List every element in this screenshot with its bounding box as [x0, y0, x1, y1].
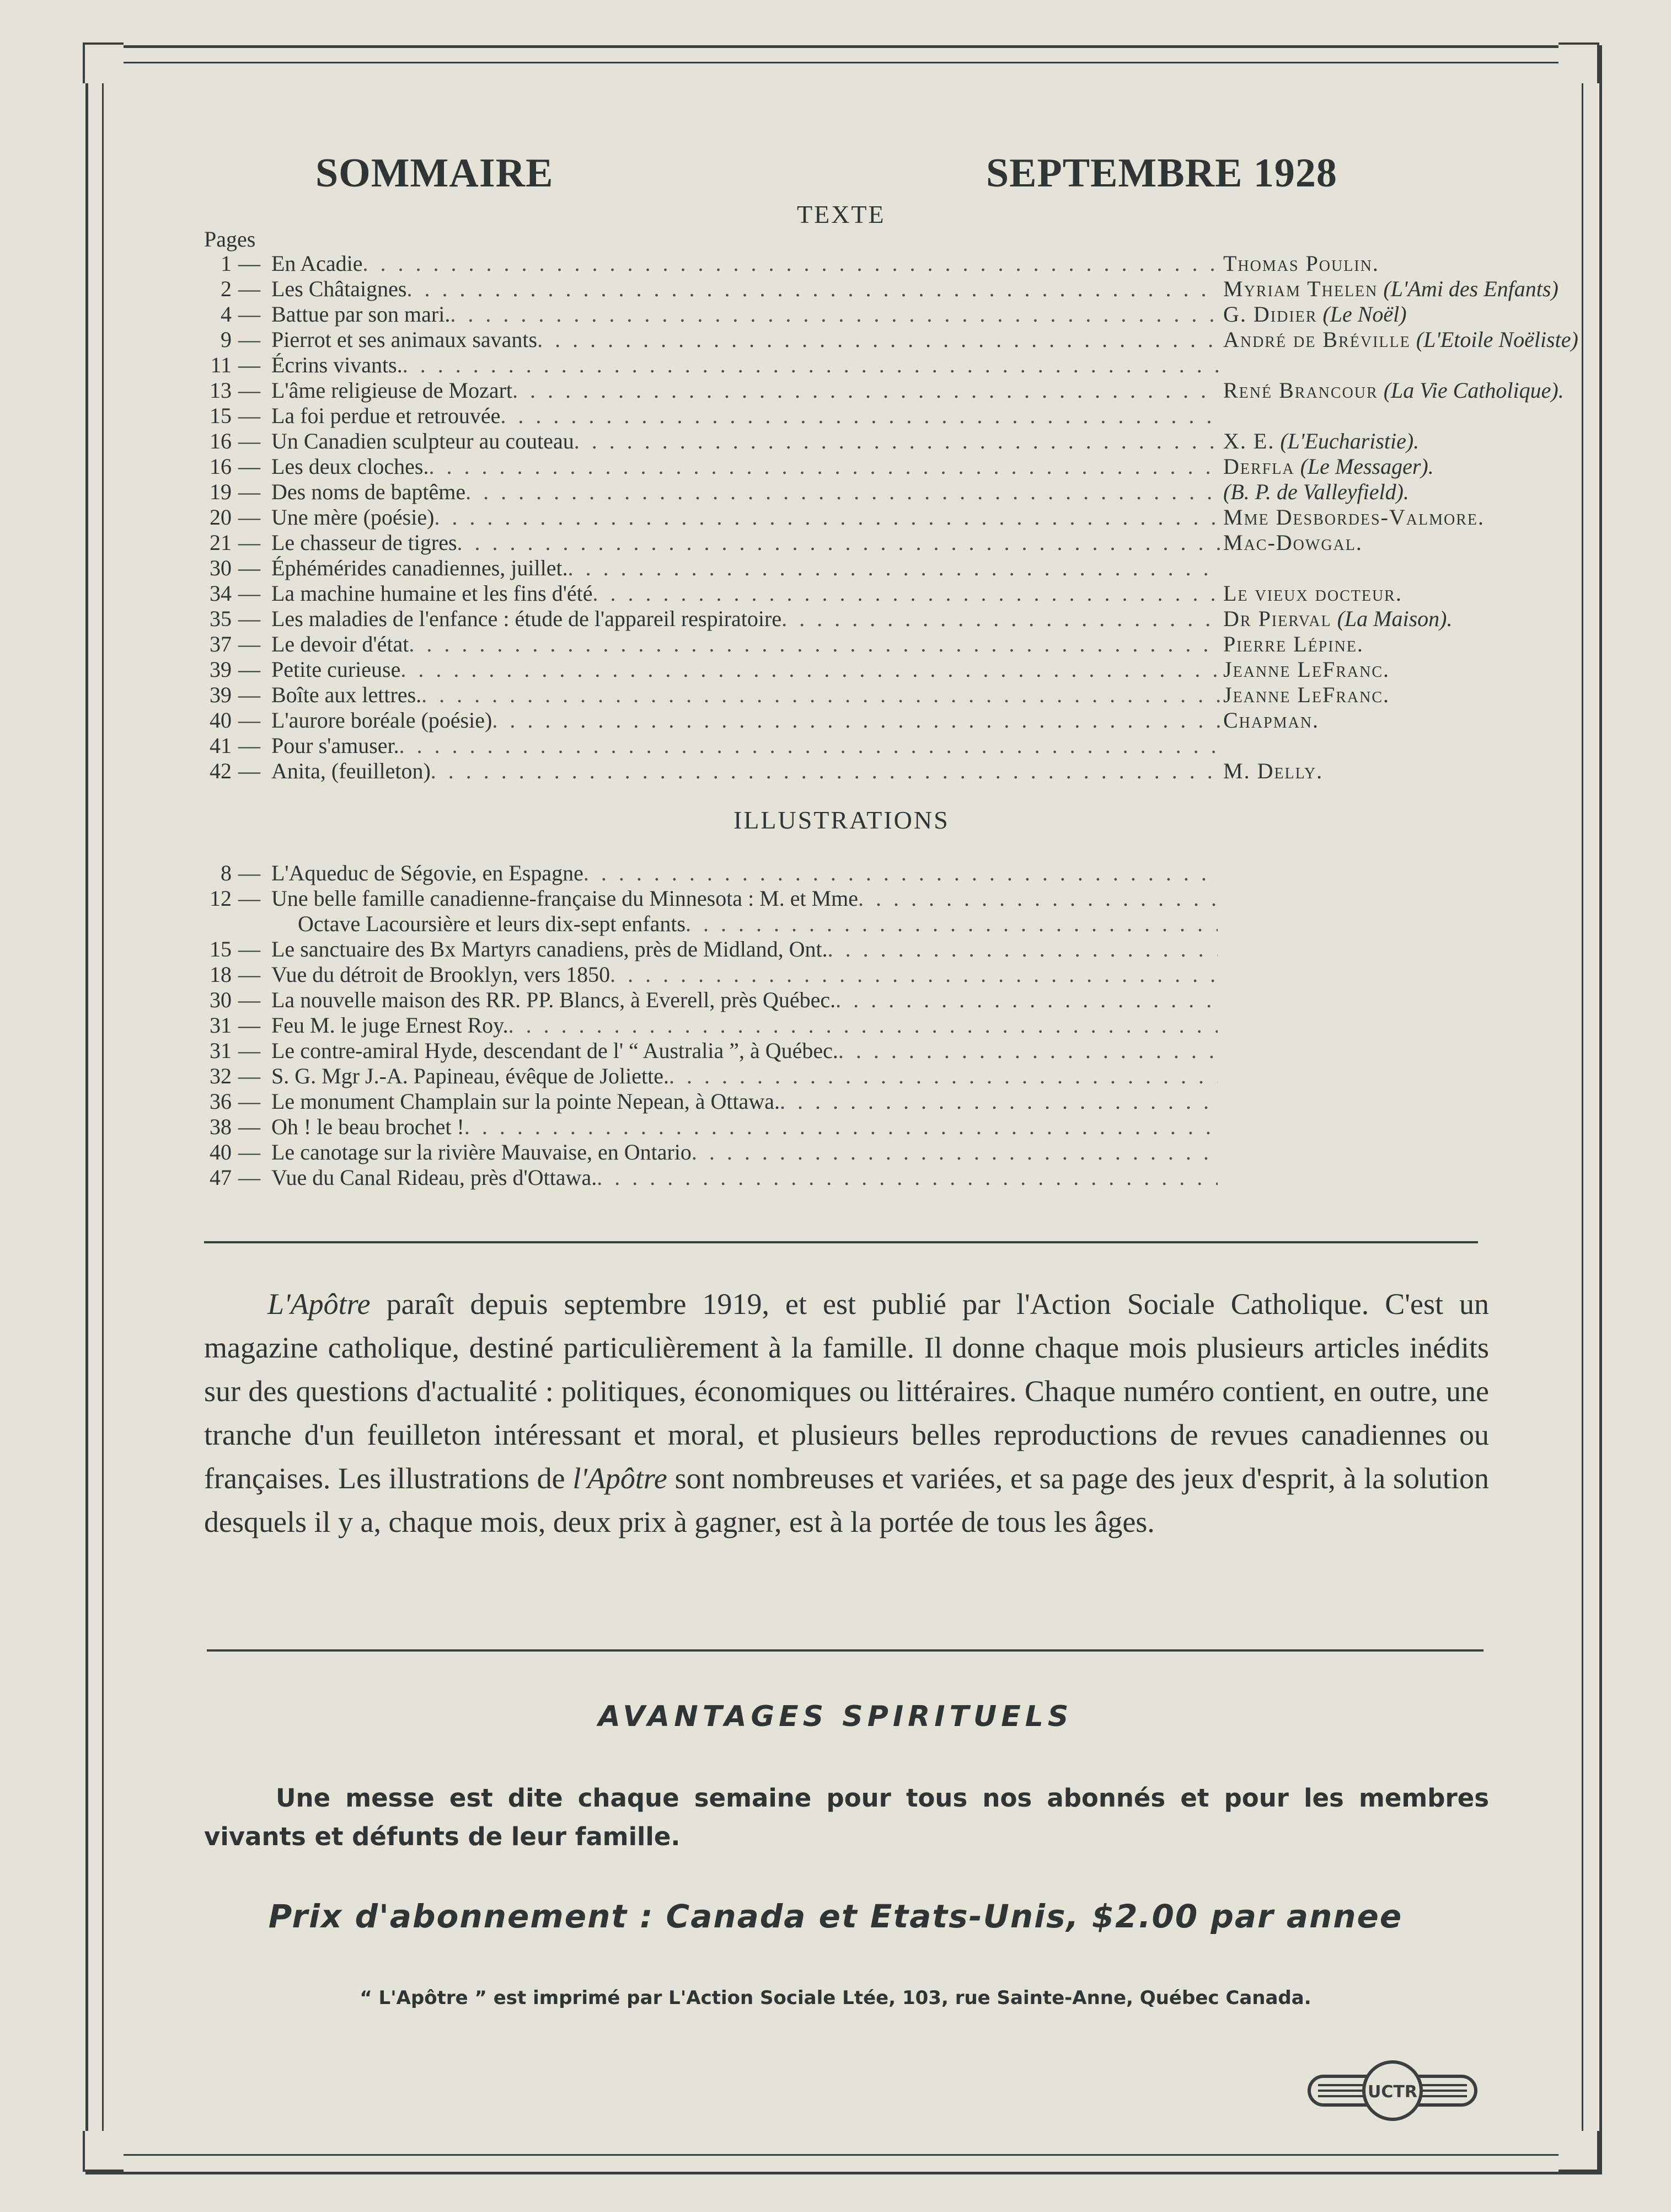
corner-ornament [83, 42, 124, 83]
entry-title-text: La nouvelle maison des RR. PP. Blancs, à Everell, près Québec. [271, 987, 836, 1012]
page-number: 47 [210, 1165, 232, 1190]
divider [204, 1241, 1478, 1243]
source-publication: (B. P. de Valleyfield). [1223, 479, 1409, 504]
entry-title-text: Le canotage sur la rivière Mauvaise, en Ontario [271, 1140, 692, 1164]
page-number: 31 [210, 1038, 232, 1063]
issue-date-heading: SEPTEMBRE 1928 [986, 151, 1337, 196]
page-number: 11 [210, 352, 232, 377]
author-name: Jeanne LeFranc. [1223, 682, 1390, 707]
entry-author [1223, 682, 1390, 708]
toc-row [188, 429, 1533, 454]
entry-title [271, 251, 1220, 276]
entry-title [271, 886, 1218, 911]
toc-row [188, 886, 1533, 911]
dot-leader [828, 937, 1218, 962]
page-number: 42 [210, 758, 232, 783]
entry-title [271, 555, 1220, 581]
entry-title [271, 861, 1218, 886]
toc-row [188, 302, 1533, 327]
toc-row [188, 657, 1533, 682]
dot-leader [858, 886, 1218, 911]
toc-row [188, 454, 1533, 479]
entry-author [1223, 429, 1419, 454]
dash-separator: — [238, 1114, 260, 1139]
entry-title [298, 911, 1218, 937]
entry-title [271, 632, 1220, 657]
dot-leader [537, 327, 1220, 352]
page-number: 34 [210, 581, 232, 606]
page-number: 21 [210, 530, 232, 555]
dot-leader [403, 352, 1220, 378]
toc-row [188, 861, 1533, 886]
toc-row [188, 505, 1533, 530]
entry-title-text: La foi perdue et retrouvée [271, 403, 501, 428]
page-number: 41 [210, 733, 232, 758]
author-name: Mme Desbordes-Valmore. [1223, 505, 1485, 530]
dot-leader [421, 682, 1220, 708]
dash-separator: — [238, 632, 260, 656]
page-number: 30 [210, 987, 232, 1012]
dot-leader [399, 733, 1220, 758]
source-publication: (La Vie Catholique). [1383, 378, 1564, 403]
source-publication: (L'Ami des Enfants) [1383, 276, 1558, 301]
magazine-name: l'Apôtre [572, 1462, 667, 1495]
dash-separator: — [238, 1165, 260, 1190]
dot-leader [781, 606, 1220, 632]
entry-title-text: Les deux cloches. [271, 454, 429, 479]
entry-title-text: Pierrot et ses animaux savants [271, 327, 538, 352]
source-publication: (Le Noël) [1322, 302, 1407, 327]
entry-title [271, 302, 1220, 327]
page-number: 39 [210, 657, 232, 682]
printer-imprint: “ L'Apôtre ” est imprimé par L'Action Sociale Ltée, 103, rue Sainte-Anne, Québec Canada. [360, 1987, 1311, 2009]
description-text: paraît depuis septembre 1919, et est publié par l'Action Sociale Catholique. C'est un magazine catholique, destiné particulièrement à la famille. Il donne chaque mois plusieurs articles inédits sur des questions d'actualité : politiques, économiques ou littéraires. Chaque numéro contient, en outre, une tranche d'un feuilleton intéressant et moral, et plusieurs belles reproductions de revues canadiennes ou françaises. Les illustrations de [204, 1287, 1489, 1495]
dot-leader [409, 632, 1220, 657]
dot-leader [610, 962, 1218, 987]
entry-author [1223, 708, 1319, 733]
dot-leader [583, 861, 1218, 886]
corner-ornament [1558, 42, 1599, 83]
entry-title-text: Le monument Champlain sur la pointe Nepean, à Ottawa. [271, 1089, 780, 1114]
dash-separator: — [238, 454, 260, 479]
entry-title-text: Oh ! le beau brochet ! [271, 1114, 464, 1139]
toc-row [188, 682, 1533, 708]
entry-title [271, 429, 1220, 454]
sommaire-heading: SOMMAIRE [315, 151, 554, 196]
dot-leader [431, 758, 1220, 784]
dash-separator: — [238, 861, 260, 885]
entry-title [271, 937, 1218, 962]
dash-separator: — [238, 987, 260, 1012]
dash-separator: — [238, 276, 260, 301]
toc-row [188, 632, 1533, 657]
entry-title-text: Les Châtaignes [271, 276, 407, 301]
entry-author [1223, 606, 1453, 632]
toc-row [188, 555, 1533, 581]
entry-author [1223, 632, 1364, 657]
dot-leader [363, 251, 1220, 276]
author-name: M. Delly. [1223, 758, 1324, 783]
entry-title-text: Une belle famille canadienne-française du Minnesota : M. et Mme [271, 886, 859, 911]
source-publication: (L'Etoile Noëliste) [1416, 327, 1578, 352]
source-publication: (L'Eucharistie). [1280, 429, 1420, 453]
toc-row [188, 1165, 1533, 1190]
entry-title-text: Anita, (feuilleton) [271, 758, 431, 783]
entry-author [1223, 454, 1434, 479]
dot-leader [568, 555, 1220, 581]
dash-separator: — [238, 1089, 260, 1114]
entry-title [271, 352, 1220, 378]
dot-leader [692, 1140, 1218, 1165]
entry-title-text: Le devoir d'état [271, 632, 409, 656]
page-number: 30 [210, 555, 232, 580]
entry-title [271, 581, 1220, 606]
toc-row [188, 276, 1558, 302]
entry-title [271, 962, 1218, 987]
entry-title [271, 479, 1220, 505]
entry-author [1223, 479, 1409, 505]
dot-leader [429, 454, 1220, 479]
dot-leader [512, 378, 1220, 403]
page-number: 16 [210, 454, 232, 479]
dot-leader [669, 1064, 1218, 1089]
logo-text: UCTR [1368, 2082, 1417, 2102]
author-name: X. E. [1223, 429, 1275, 453]
entry-title-text: Octave Lacoursière et leurs dix-sept enfants [298, 911, 686, 936]
toc-row [188, 1114, 1533, 1140]
toc-row [188, 1089, 1533, 1114]
entry-title [271, 1114, 1218, 1140]
entry-title-text: Éphémérides canadiennes, juillet. [271, 555, 568, 580]
entry-title [271, 987, 1218, 1013]
entry-title-text: La machine humaine et les fins d'été [271, 581, 593, 606]
dash-separator: — [238, 555, 260, 580]
entry-title-text: L'aurore boréale (poésie) [271, 708, 492, 733]
entry-title-text: L'Aqueduc de Ségovie, en Espagne [271, 861, 583, 885]
toc-row [188, 251, 1533, 276]
dash-separator: — [238, 530, 260, 555]
dash-separator: — [238, 581, 260, 606]
source-publication: (La Maison). [1337, 606, 1453, 631]
entry-title-text: Des noms de baptême [271, 479, 466, 504]
entry-title [271, 1165, 1218, 1190]
entry-title [271, 403, 1220, 429]
entry-title-text: Battue par son mari. [271, 302, 451, 327]
toc-row [188, 758, 1533, 784]
dot-leader [597, 1165, 1218, 1190]
page-number: 39 [210, 682, 232, 707]
entry-title [271, 758, 1220, 784]
toc-row [188, 733, 1533, 758]
dot-leader [407, 276, 1220, 302]
dash-separator: — [238, 758, 260, 783]
entry-title [271, 1064, 1218, 1089]
page-number: 2 [221, 276, 232, 301]
dash-separator: — [238, 1064, 260, 1088]
toc-row [188, 987, 1533, 1013]
entry-title-text: Feu M. le juge Ernest Roy. [271, 1013, 508, 1038]
page-number: 16 [210, 429, 232, 453]
corner-ornament [1558, 2131, 1599, 2172]
entry-title [271, 1038, 1218, 1064]
entry-title [271, 1140, 1218, 1165]
author-name: Derfla [1223, 454, 1295, 479]
pages-label: Pages [204, 227, 256, 252]
entry-author [1223, 302, 1407, 327]
dash-separator: — [238, 708, 260, 733]
description-text: sont nombreuses et variées, et sa page des jeux d'esprit, à la solution desquels il y a, chaque mois, deux prix à gagner, est à la portée de tous les âges. [204, 1462, 1489, 1538]
author-name: G. Didier [1223, 302, 1317, 327]
dot-leader [434, 505, 1220, 530]
toc-row [188, 327, 1578, 352]
dot-leader [574, 429, 1220, 454]
page-number: 13 [210, 378, 232, 403]
entry-title [271, 1013, 1218, 1038]
entry-title [271, 606, 1220, 632]
description-paragraph [204, 1283, 1489, 1544]
entry-title-text: Le chasseur de tigres [271, 530, 457, 555]
dot-leader [457, 530, 1220, 555]
dash-separator: — [238, 606, 260, 631]
dash-separator: — [238, 327, 260, 352]
dash-separator: — [238, 352, 260, 377]
entry-title-text: Petite curieuse [271, 657, 401, 682]
entry-title [271, 657, 1220, 682]
entry-title [271, 327, 1220, 352]
author-name: René Brancour [1223, 378, 1378, 403]
corner-ornament [83, 2131, 124, 2172]
page-number: 8 [221, 861, 232, 885]
dot-leader [492, 708, 1220, 733]
page-number: 37 [210, 632, 232, 656]
toc-row [188, 962, 1533, 987]
dash-separator: — [238, 1140, 260, 1164]
dash-separator: — [238, 403, 260, 428]
entry-title-text: En Acadie [271, 251, 363, 276]
dash-separator: — [238, 251, 260, 276]
page-number: 32 [210, 1064, 232, 1088]
entry-author [1223, 378, 1564, 403]
toc-row [188, 1038, 1533, 1064]
author-name: Thomas Poulin. [1223, 251, 1379, 276]
illustrations-heading: ILLUSTRATIONS [733, 806, 950, 834]
entry-title-text: Vue du Canal Rideau, près d'Ottawa. [271, 1165, 597, 1190]
author-name: André de Bréville [1223, 327, 1411, 352]
entry-title [271, 682, 1220, 708]
entry-title-text: Un Canadien sculpteur au couteau [271, 429, 574, 453]
dash-separator: — [238, 937, 260, 961]
dash-separator: — [238, 682, 260, 707]
entry-title-text: Écrins vivants. [271, 352, 403, 377]
entry-author [1223, 657, 1390, 682]
page-number: 31 [210, 1013, 232, 1038]
dash-separator: — [238, 733, 260, 758]
dash-separator: — [238, 962, 260, 987]
entry-title [271, 505, 1220, 530]
dot-leader [685, 911, 1218, 937]
texte-table-of-contents [188, 251, 1578, 784]
author-name: Chapman. [1223, 708, 1320, 733]
avantages-heading: AVANTAGES SPIRITUELS [598, 1700, 1073, 1733]
toc-row [188, 606, 1533, 632]
entry-author [1223, 327, 1578, 352]
subscription-price: Prix d'abonnement : Canada et Etats-Unis, $2.00 par annee [268, 1898, 1403, 1935]
toc-row [188, 937, 1533, 962]
entry-title-text: Le contre-amiral Hyde, descendant de l' “ Australia ”, à Québec. [271, 1038, 838, 1063]
toc-row [188, 479, 1533, 505]
author-name: Le vieux docteur. [1223, 581, 1402, 606]
entry-title [271, 276, 1220, 302]
page-number: 40 [210, 1140, 232, 1164]
author-name: Mac-Dowgal. [1223, 530, 1363, 555]
entry-title [271, 1089, 1218, 1114]
dot-leader [780, 1089, 1218, 1114]
page-number: 15 [210, 937, 232, 961]
author-name: Dr Pierval [1223, 606, 1332, 631]
toc-row [188, 1064, 1533, 1089]
page-number: 18 [210, 962, 232, 987]
source-publication: (Le Messager). [1300, 454, 1434, 479]
dash-separator: — [238, 1013, 260, 1038]
entry-author [1223, 276, 1558, 302]
page-number: 38 [210, 1114, 232, 1139]
dot-leader [508, 1013, 1218, 1038]
toc-row [188, 530, 1533, 555]
entry-title-text: Pour s'amuser. [271, 733, 399, 758]
dot-leader [465, 479, 1220, 505]
page-number: 9 [221, 327, 232, 352]
illustrations-list [188, 861, 1533, 1190]
page-number: 35 [210, 606, 232, 631]
dash-separator: — [238, 657, 260, 682]
avantages-text: Une messe est dite chaque semaine pour tous nos abonnés et pour les membres vivants et défunts de leur famille. [204, 1783, 1489, 1851]
divider [207, 1649, 1483, 1652]
dash-separator: — [238, 1038, 260, 1063]
toc-row [188, 1013, 1533, 1038]
dash-separator: — [238, 378, 260, 403]
dash-separator: — [238, 429, 260, 453]
entry-title-text: S. G. Mgr J.-A. Papineau, évêque de Joliette. [271, 1064, 669, 1088]
entry-title [271, 733, 1220, 758]
entry-author [1223, 505, 1485, 530]
dash-separator: — [238, 505, 260, 530]
page-number: 20 [210, 505, 232, 530]
entry-title [271, 378, 1220, 403]
author-name: Pierre Lépine. [1223, 632, 1364, 656]
dot-leader [593, 581, 1220, 606]
entry-title-text: Les maladies de l'enfance : étude de l'appareil respiratoire [271, 606, 782, 631]
dot-leader [500, 403, 1220, 429]
author-name: Myriam Thelen [1223, 276, 1378, 301]
entry-title-text: Boîte aux lettres. [271, 682, 422, 707]
entry-author [1223, 581, 1402, 606]
entry-title-text: L'âme religieuse de Mozart [271, 378, 513, 403]
toc-row [188, 1140, 1533, 1165]
dash-separator: — [238, 302, 260, 327]
entry-title-text: Vue du détroit de Brooklyn, vers 1850 [271, 962, 610, 987]
toc-row [188, 708, 1533, 733]
dot-leader [838, 1038, 1218, 1064]
printer-logo [1307, 2058, 1478, 2124]
dot-leader [836, 987, 1218, 1013]
page-number: 36 [210, 1089, 232, 1114]
entry-author [1223, 251, 1379, 276]
entry-title [271, 708, 1220, 733]
toc-row [188, 403, 1533, 429]
toc-row [188, 581, 1533, 606]
dash-separator: — [238, 886, 260, 911]
entry-title-text: Le sanctuaire des Bx Martyrs canadiens, près de Midland, Ont. [271, 937, 828, 961]
entry-title-text: Une mère (poésie) [271, 505, 435, 530]
dash-separator: — [238, 479, 260, 504]
page-number: 1 [221, 251, 232, 276]
entry-title [271, 530, 1220, 555]
magazine-name: L'Apôtre [267, 1287, 371, 1321]
page-number: 4 [221, 302, 232, 327]
dot-leader [450, 302, 1220, 327]
toc-row [188, 911, 1533, 937]
dot-leader [400, 657, 1220, 682]
page-number: 40 [210, 708, 232, 733]
author-name: Jeanne LeFranc. [1223, 657, 1390, 682]
entry-author [1223, 530, 1363, 555]
texte-heading: TEXTE [797, 200, 886, 228]
entry-author [1223, 758, 1323, 784]
dot-leader [464, 1114, 1218, 1140]
page-number: 12 [210, 886, 232, 911]
toc-row [188, 352, 1533, 378]
toc-row [188, 378, 1564, 403]
page-number: 19 [210, 479, 232, 504]
entry-title [271, 454, 1220, 479]
page-number: 15 [210, 403, 232, 428]
